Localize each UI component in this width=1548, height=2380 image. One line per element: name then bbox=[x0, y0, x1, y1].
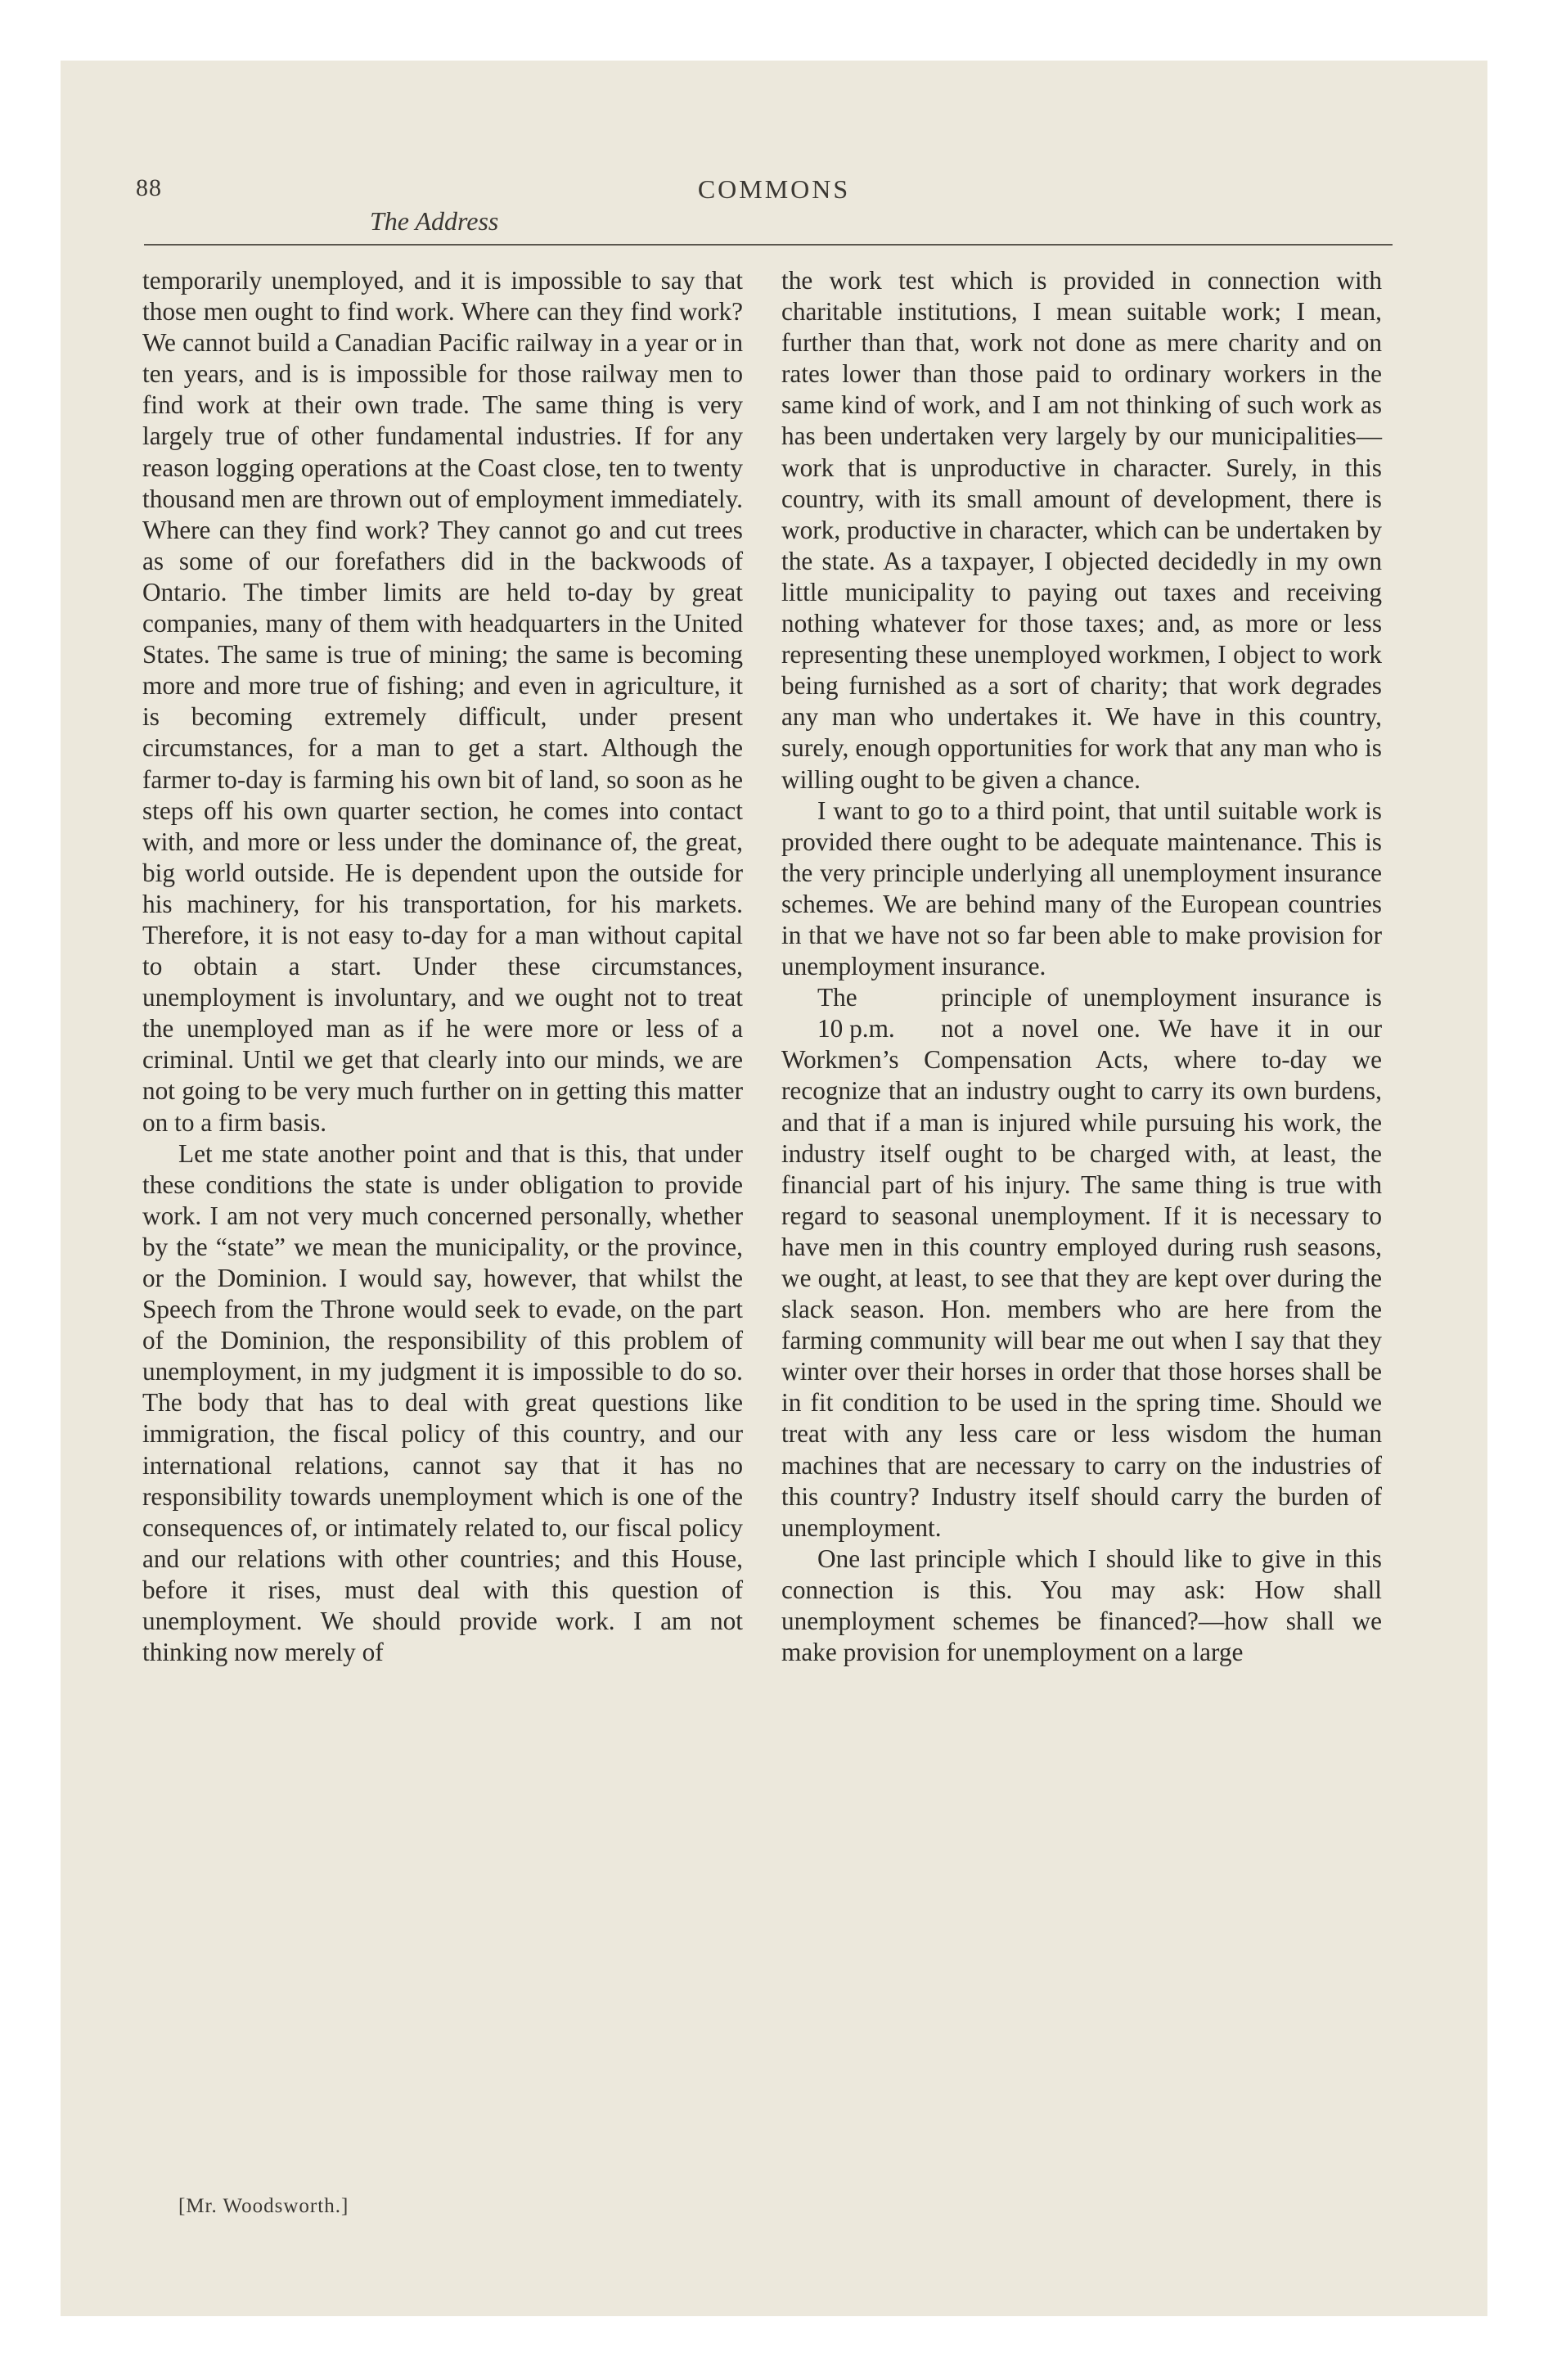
page-number: 88 bbox=[136, 174, 162, 201]
right-column bbox=[781, 265, 1382, 1668]
margin-note bbox=[781, 982, 941, 1044]
margin-note-time: 10 p.m. bbox=[817, 1014, 895, 1044]
paragraph: temporarily unemployed, and it is impossible to say that those men ought to find work. Where can they find work? We cannot build a Canadian Pacific railway in a year or in ten years, and is is impossible for those railway men to find work at their own trade. The same thing is very largely true of other fundamental industries. If for any reason logging operations at the Coast close, ten to twenty thousand men are thrown out of employment immediately. Where can they find work? They cannot go and cut trees as some of our forefathers did in the backwoods of Ontario. The timber limits are held to-day by great companies, many of them with headquarters in the United States. The same is true of mining; the same is becoming more and more true of fishing; and even in agriculture, it is becoming extremely difficult, under present circumstances, for a man to get a start. Although the farmer to-day is farming his own bit of land, so soon as he steps off his own quarter section, he comes into contact with, and more or less under the dominance of, the great, big world outside. He is dependent upon the outside for his machinery, for his transportation, for his markets. Therefore, it is not easy to-day for a man without capital to obtain a start. Under these circumstances, unemployment is involuntary, and we ought not to treat the unemployed man as if he were more or less of a criminal. Until we get that clearly into our minds, we are not going to be very much further on in getting this matter on to a firm basis. bbox=[142, 266, 743, 1137]
left-column bbox=[142, 265, 743, 1668]
speaker-attribution: [Mr. Woodsworth.] bbox=[178, 2195, 349, 2217]
paragraph: I want to go to a third point, that until suitable work is provided there ought to be adequate maintenance. This is the very principle underlying all unemployment insurance schemes. We are behind many of the European countries in that we have not so far been able to make provision for unemployment insurance. bbox=[781, 796, 1382, 981]
running-head: COMMONS bbox=[697, 174, 851, 204]
paragraph: the work test which is provided in connection with charitable institutions, I mean suitable work; I mean, further than that, work not done as mere charity and on rates lower than those paid to ordinary workers in the same kind of work, and I am not thinking of such work as has been undertaken very largely by our municipalities—work that is unproductive in character. Surely, in this country, with its small amount of development, there is work, productive in character, which can be undertaken by the state. As a taxpayer, I objected decidedly in my own little municipality to paying out taxes and receiving nothing whatever for those taxes; and, as more or less representing these unemployed workmen, I object to work being furnished as a sort of charity; that work degrades any man who undertakes it. We have in this country, surely, enough opportunities for work that any man who is willing ought to be given a chance. bbox=[781, 266, 1382, 794]
paragraph: Let me state another point and that is this, that under these conditions the state is under obligation to provide work. I am not very much concerned personally, whether by the “state” we mean the municipality, or the province, or the Dominion. I would say, however, that whilst the Speech from the Throne would seek to evade, on the part of the Dominion, the responsibility of this problem of unemployment, in my judgment it is impossible to do so. The body that has to deal with great questions like immigration, the fiscal policy of this country, and our international relations, cannot say that it has no responsibility towards unemployment which is one of the consequences of, or intimately related to, our fiscal policy and our relations with other countries; and this House, before it rises, must deal with this question of unemployment. We should provide work. I am not thinking now merely of bbox=[142, 1138, 743, 1667]
paragraph: One last principle which I should like to give in this connection is this. You may ask: How shall unemployment schemes be financed?—how shall we make provision for unemployment on a large bbox=[781, 1544, 1382, 1667]
section-title: The Address bbox=[370, 206, 499, 236]
paragraph: principle of unemployment insurance is not a novel one. We have it in our Workmen’s Compensation Acts, where to-day we recognize that an industry ought to carry its own burdens, and that if a man is injured while pursuing his work, the industry itself ought to be charged with, at least, the financial part of his injury. The same thing is true with regard to seasonal unemployment. If it is necessary to have men in this country employed during rush seasons, we ought, at least, to see that they are kept over during the slack season. Hon. members who are here from the farming community will bear me out when I say that they winter over their horses in order that those horses shall be in fit condition to be used in the spring time. Should we treat with any less care or less wisdom the human machines that are necessary to carry on the industries of this country? Industry itself should carry the burden of unemployment. bbox=[781, 983, 1382, 1542]
header-rule bbox=[144, 244, 1393, 246]
margin-note-block bbox=[781, 982, 1382, 1544]
margin-note-lead: The bbox=[817, 983, 857, 1012]
